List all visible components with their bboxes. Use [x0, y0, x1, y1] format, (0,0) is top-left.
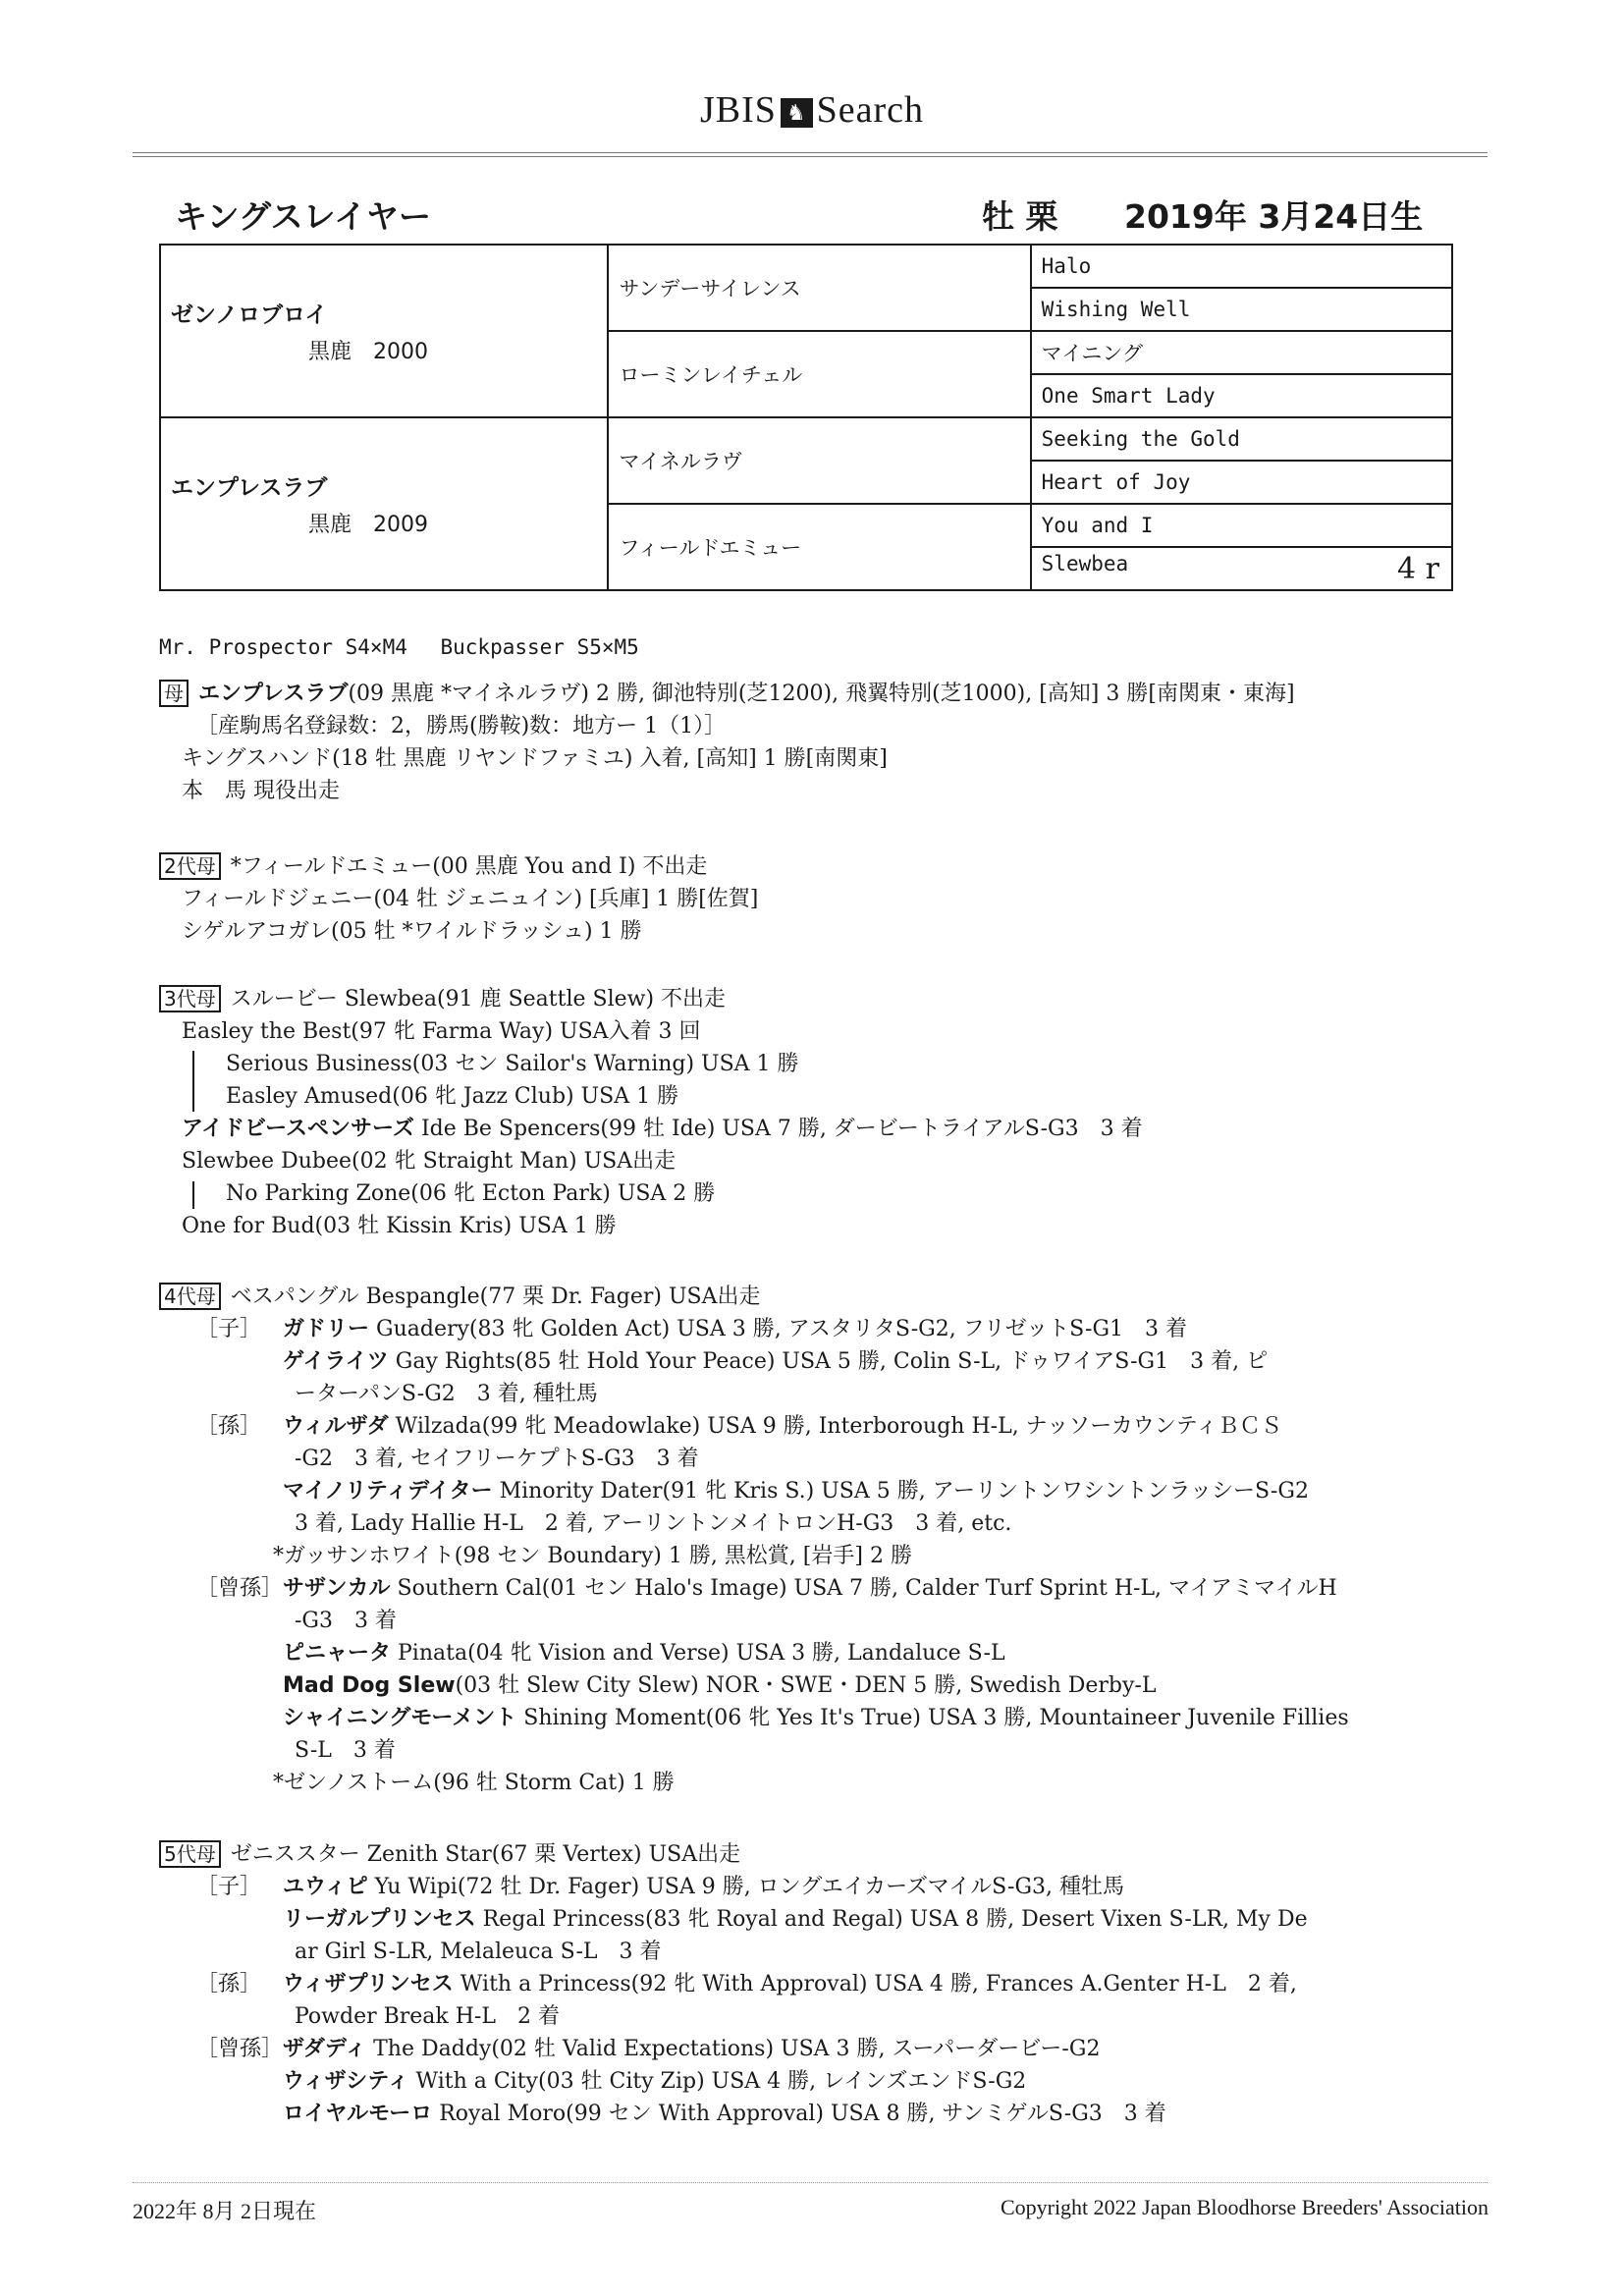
- g4-gg1b: -G3 3 着: [295, 1609, 397, 1633]
- g5-line-1: [159, 1840, 740, 1870]
- g3-line-1-text: スルービー Slewbea(91 鹿 Seattle Slew) 不出走: [230, 987, 727, 1011]
- pedigree-gen2: マイネルラヴ: [608, 417, 1030, 504]
- g5-great-label: ［曾孫］: [196, 2037, 284, 2061]
- g5-grand-label: ［孫］: [196, 1972, 262, 1996]
- pedigree-gen2: サンデーサイレンス: [608, 245, 1030, 331]
- g4-c1: [283, 1315, 1187, 1344]
- g4-g1-name: ウィルザダ: [283, 1414, 389, 1439]
- g4-gg1-text: Southern Cal(01 セン Halo's Image) USA 7 勝, Calder Turf Sprint H-L, マイアミマイルH: [390, 1576, 1337, 1601]
- g4-gg2: [283, 1639, 1005, 1668]
- horse-name: キングスレイヤー: [175, 197, 432, 236]
- dam-horse-text: (09 黒鹿 *マイネルラヴ) 2 勝, 御池特別(芝1200), 飛翼特別(芝1000), [高知] 3 勝[南関東・東海]: [348, 682, 1295, 706]
- g4-g2: [283, 1477, 1309, 1506]
- g4-c2b: ーターパンS-G2 3 着, 種牡馬: [295, 1382, 598, 1406]
- g4-g2-text: Minority Dater(91 牝 Kris S.) USA 5 勝, アーリントンワシントンラッシーS-G2: [492, 1479, 1309, 1503]
- sire-name: ゼンノロブロイ: [171, 302, 328, 328]
- lineage-bar: [192, 1181, 194, 1209]
- g3-line-4: Easley Amused(06 牝 Jazz Club) USA 1 勝: [226, 1084, 679, 1109]
- g3-line-5: [182, 1115, 1143, 1144]
- jbis-logo: [0, 88, 1624, 132]
- g3-line-5-name: アイドビースペンサーズ: [182, 1117, 414, 1141]
- g4-gg5: *ゼンノストーム(96 牡 Storm Cat) 1 勝: [273, 1771, 675, 1795]
- g4-child-label: ［子］: [196, 1317, 262, 1341]
- section-tag: 2代母: [159, 852, 221, 880]
- g5-gg2-text: With a City(03 牡 City Zip) USA 4 勝, レインズエンドS-G2: [408, 2069, 1027, 2094]
- footer-date: 2022年 8月 2日現在: [133, 2199, 317, 2223]
- g4-gg2-name: ピニャータ: [283, 1641, 392, 1666]
- header-rule-2: [133, 156, 1488, 157]
- pedigree-gen3: One Smart Lady: [1031, 374, 1452, 417]
- g5-c2b: ar Girl S-LR, Melaleuca S-L 3 着: [295, 1940, 662, 1964]
- g4-line-1: [159, 1283, 760, 1312]
- g4-c2-text: Gay Rights(85 牡 Hold Your Peace) USA 5 勝, Colin S-L, ドゥワイアS-G1 3 着, ピ: [388, 1349, 1269, 1374]
- dam-line-3: キングスハンド(18 牡 黒鹿 リヤンドファミユ) 入着, [高知] 1 勝[南関東]: [182, 746, 888, 771]
- g4-gg2-text: Pinata(04 牝 Vision and Verse) USA 3 勝, Landaluce S-L: [391, 1641, 1005, 1666]
- pedigree-gen3: Wishing Well: [1031, 288, 1452, 331]
- horse-sex-color: 牡 栗: [982, 197, 1058, 236]
- logo-left: JBIS: [699, 89, 777, 131]
- pedigree-gen2: ローミンレイチェル: [608, 331, 1030, 417]
- g5-gg1-text: The Daddy(02 牡 Valid Expectations) USA 3 勝, スーパーダービー-G2: [366, 2037, 1101, 2061]
- header-rule: [133, 152, 1488, 153]
- sire-info: 黒鹿 2000: [308, 340, 428, 364]
- g4-gg4: [283, 1704, 1349, 1733]
- g5-c2: [283, 1905, 1308, 1935]
- g4-c2-name: ゲイライツ: [283, 1349, 389, 1374]
- g2-line-3: シゲルアコガレ(05 牡 *ワイルドラッシュ) 1 勝: [182, 919, 642, 944]
- g4-grand-label: ［孫］: [196, 1414, 262, 1439]
- lineage-bar: [192, 1051, 194, 1112]
- g5-g1: [283, 1970, 1297, 1999]
- g4-gg4-text: Shining Moment(06 牝 Yes It's True) USA 3 勝, Mountaineer Juvenile Fillies: [516, 1706, 1349, 1730]
- g4-g2b: 3 着, Lady Hallie H-L 2 着, アーリントンメイトロンH-G3 3 着, etc.: [295, 1511, 1012, 1536]
- sire-cell: [160, 245, 608, 417]
- g5-gg1: [283, 2035, 1100, 2064]
- g5-c2-name: リーガルプリンセス: [283, 1907, 476, 1932]
- section-tag: 母: [159, 680, 189, 707]
- g4-g3: *ガッサンホワイト(98 セン Boundary) 1 勝, 黒松賞, [岩手] 2 勝: [273, 1544, 912, 1568]
- g4-gg3-text: (03 牡 Slew City Slew) NOR・SWE・DEN 5 勝, Swedish Derby-L: [455, 1673, 1157, 1698]
- dam-line-4: 本 馬 現役出走: [182, 779, 340, 803]
- g5-gg2: [283, 2067, 1026, 2097]
- g5-c1: [283, 1873, 1124, 1902]
- g5-child-label: ［子］: [196, 1875, 262, 1899]
- g5-c2-text: Regal Princess(83 牝 Royal and Regal) USA 8 勝, Desert Vixen S-LR, My De: [475, 1907, 1308, 1932]
- g5-g1b: Powder Break H-L 2 着: [295, 2004, 560, 2029]
- g4-line-1-text: ベスパングル Bespangle(77 栗 Dr. Fager) USA出走: [230, 1285, 761, 1309]
- g2-line-1-text: *フィールドエミュー(00 黒鹿 You and I) 不出走: [230, 854, 708, 879]
- g4-gg1-name: サザンカル: [283, 1576, 391, 1601]
- g4-g2-name: マイノリティデイター: [283, 1479, 493, 1503]
- g2-line-1: [159, 852, 707, 882]
- pedigree-gen3: Halo: [1031, 245, 1452, 288]
- dam-name: エンプレスラブ: [171, 475, 328, 501]
- g4-gg1: [283, 1574, 1337, 1604]
- footer-copyright: Copyright 2022 Japan Bloodhorse Breeders' Association: [1000, 2195, 1489, 2219]
- g4-gg4-name: シャイニングモーメント: [283, 1706, 517, 1730]
- pedigree-table: [159, 244, 1453, 591]
- dam-line-1: [159, 680, 1295, 709]
- pedigree-gen3: Heart of Joy: [1031, 461, 1452, 504]
- pedigree-gen3: マイニング: [1031, 331, 1452, 374]
- g4-gg3: [283, 1671, 1156, 1701]
- inbreeding-line: Mr. Prospector S4×M4 Buckpasser S5×M5: [159, 635, 639, 659]
- dam-cell: [160, 417, 608, 590]
- g4-great-label: ［曾孫］: [196, 1576, 284, 1601]
- pedigree-gen3: Seeking the Gold: [1031, 417, 1452, 461]
- g4-g1b: -G2 3 着, セイフリーケプトS-G3 3 着: [295, 1447, 699, 1471]
- section-tag: 4代母: [159, 1283, 221, 1310]
- pedigree-gen2: フィールドエミュー: [608, 504, 1030, 590]
- g5-g1-name: ウィザプリンセス: [283, 1972, 454, 1996]
- g3-line-6: Slewbee Dubee(02 牝 Straight Man) USA出走: [182, 1149, 677, 1174]
- g4-c1-name: ガドリー: [283, 1317, 370, 1341]
- g5-c1-name: ユウィピ: [283, 1875, 368, 1899]
- g5-gg3: [283, 2100, 1166, 2129]
- horse-birth: 2019年 3月24日生: [1124, 197, 1424, 236]
- g5-gg3-text: Royal Moro(99 セン With Approval) USA 8 勝, サンミゲルS-G3 3 着: [432, 2102, 1166, 2126]
- g4-g1: [283, 1412, 1282, 1442]
- g4-g1-text: Wilzada(99 牝 Meadowlake) USA 9 勝, Interborough H-L, ナッソーカウンティＢＣＳ: [388, 1414, 1283, 1439]
- g4-c2: [283, 1347, 1268, 1377]
- g5-line-1-text: ゼニススター Zenith Star(67 栗 Vertex) USA出走: [230, 1842, 741, 1867]
- g5-gg2-name: ウィザシティ: [283, 2069, 409, 2094]
- g3-line-2: Easley the Best(97 牝 Farma Way) USA入着 3 回: [182, 1019, 701, 1044]
- g3-line-5-text: Ide Be Spencers(99 牡 Ide) USA 7 勝, ダービートライアルS-G3 3 着: [413, 1117, 1143, 1141]
- g4-gg3-name: Mad Dog Slew: [283, 1673, 456, 1698]
- g4-c1-text: Guadery(83 牝 Golden Act) USA 3 勝, アスタリタS-G2, フリゼットS-G1 3 着: [369, 1317, 1188, 1341]
- section-tag: 5代母: [159, 1840, 221, 1868]
- g5-gg3-name: ロイヤルモーロ: [283, 2102, 433, 2126]
- pedigree-gen3: Slewbea: [1041, 551, 1129, 575]
- g5-c1-text: Yu Wipi(72 牡 Dr. Fager) USA 9 勝, ロングエイカーズマイルS-G3, 種牡馬: [367, 1875, 1125, 1899]
- g3-line-8: One for Bud(03 牡 Kissin Kris) USA 1 勝: [182, 1214, 617, 1238]
- footer-rule: [133, 2182, 1488, 2183]
- g5-g1-text: With a Princess(92 牝 With Approval) USA 4 勝, Frances A.Genter H-L 2 着,: [453, 1972, 1297, 1996]
- dam-horse-name: エンプレスラブ: [198, 682, 349, 706]
- pedigree-gen3: You and I: [1031, 504, 1452, 547]
- family-number: 4 r: [1397, 551, 1439, 586]
- g2-line-2: フィールドジェニー(04 牡 ジェニュイン) [兵庫] 1 勝[佐賀]: [182, 887, 759, 911]
- g4-gg4b: S-L 3 着: [295, 1738, 396, 1763]
- g5-gg1-name: ザダディ: [283, 2037, 367, 2061]
- dam-info: 黒鹿 2009: [308, 513, 428, 537]
- g3-line-1: [159, 985, 726, 1014]
- section-tag: 3代母: [159, 985, 221, 1012]
- pedigree-gen3-last: [1031, 547, 1452, 590]
- g3-line-3: Serious Business(03 セン Sailor's Warning) USA 1 勝: [226, 1052, 799, 1076]
- logo-right: Search: [816, 89, 925, 131]
- dam-line-2: ［産駒馬名登録数：2，勝馬(勝鞍)数：地方ー 1（1）］: [196, 714, 727, 738]
- horse-logo-icon: ♞: [781, 98, 813, 128]
- g3-line-7: No Parking Zone(06 牝 Ecton Park) USA 2 勝: [226, 1181, 716, 1206]
